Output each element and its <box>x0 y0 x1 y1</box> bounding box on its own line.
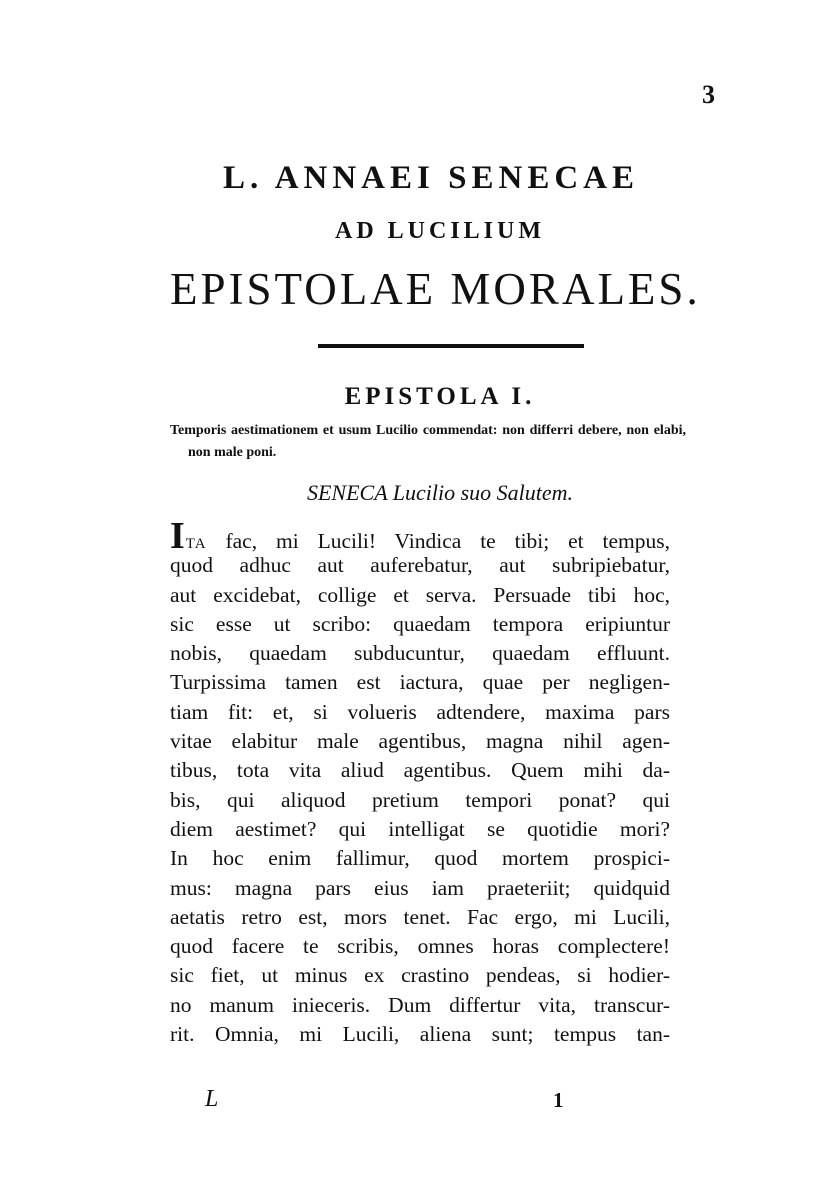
epistola-heading: EPISTOLA I. <box>344 383 536 410</box>
body-line: nobis, quaedam subducuntur, quaedam effluunt. <box>170 641 670 666</box>
body-line: sic esse ut scribo: quaedam tempora eripiuntur <box>170 611 670 636</box>
body-line: no manum inieceris. Dum differtur vita, transcur- <box>170 992 670 1017</box>
body-line: sic fiet, ut minus ex crastino pendeas, si hodier- <box>170 963 670 988</box>
body-line: quod facere te scribis, omnes horas complectere! <box>170 934 670 959</box>
body-line-first <box>170 515 671 557</box>
small-caps-opening: TA <box>185 536 207 552</box>
first-line-text: fac, mi Lucili! Vindica te tibi; et tempus, <box>225 529 671 553</box>
signature-number: 1 <box>553 1088 564 1112</box>
signature-mark: L <box>205 1086 219 1112</box>
title-divider <box>318 344 584 348</box>
body-line: diem aestimet? qui intelligat se quotidie mori? <box>170 816 670 841</box>
body-line: bis, qui aliquod pretium tempori ponat? qui <box>170 787 670 812</box>
page-number: 3 <box>702 80 715 109</box>
body-line: rit. Omnia, mi Lucili, aliena sunt; tempus tan- <box>170 1022 670 1047</box>
body-line: aut excidebat, collige et serva. Persuade tibi hoc, <box>170 582 670 607</box>
body-line: quod adhuc aut auferebatur, aut subripiebatur, <box>170 553 670 578</box>
letter-body <box>170 515 671 1049</box>
body-line: tiam fit: et, si volueris adtendere, maxima pars <box>170 699 670 724</box>
salutation: SENECA Lucilio suo Salutem. <box>306 480 574 505</box>
body-line: vitae elabitur male agentibus, magna nihil agen- <box>170 729 670 754</box>
drop-cap: I <box>170 515 185 557</box>
body-line: mus: magna pars eius iam praeteriit; quidquid <box>170 875 670 900</box>
epistola-summary: Temporis aestimationem et usum Lucilio commendat: non differri debere, non elabi, non male poni. <box>170 423 686 460</box>
body-line: In hoc enim fallimur, quod mortem prospici- <box>170 846 670 871</box>
author-title: L. ANNAEI SENECAE <box>223 160 639 196</box>
recipient-title: AD LUCILIUM <box>334 218 545 244</box>
body-line: tibus, tota vita aliud agentibus. Quem mihi da- <box>170 758 670 783</box>
body-line: Turpissima tamen est iactura, quae per negligen- <box>170 670 670 695</box>
body-line: aetatis retro est, mors tenet. Fac ergo, mi Lucili, <box>170 904 670 929</box>
work-title: EPISTOLAE MORALES. <box>170 264 701 314</box>
body-lines <box>170 551 670 1049</box>
